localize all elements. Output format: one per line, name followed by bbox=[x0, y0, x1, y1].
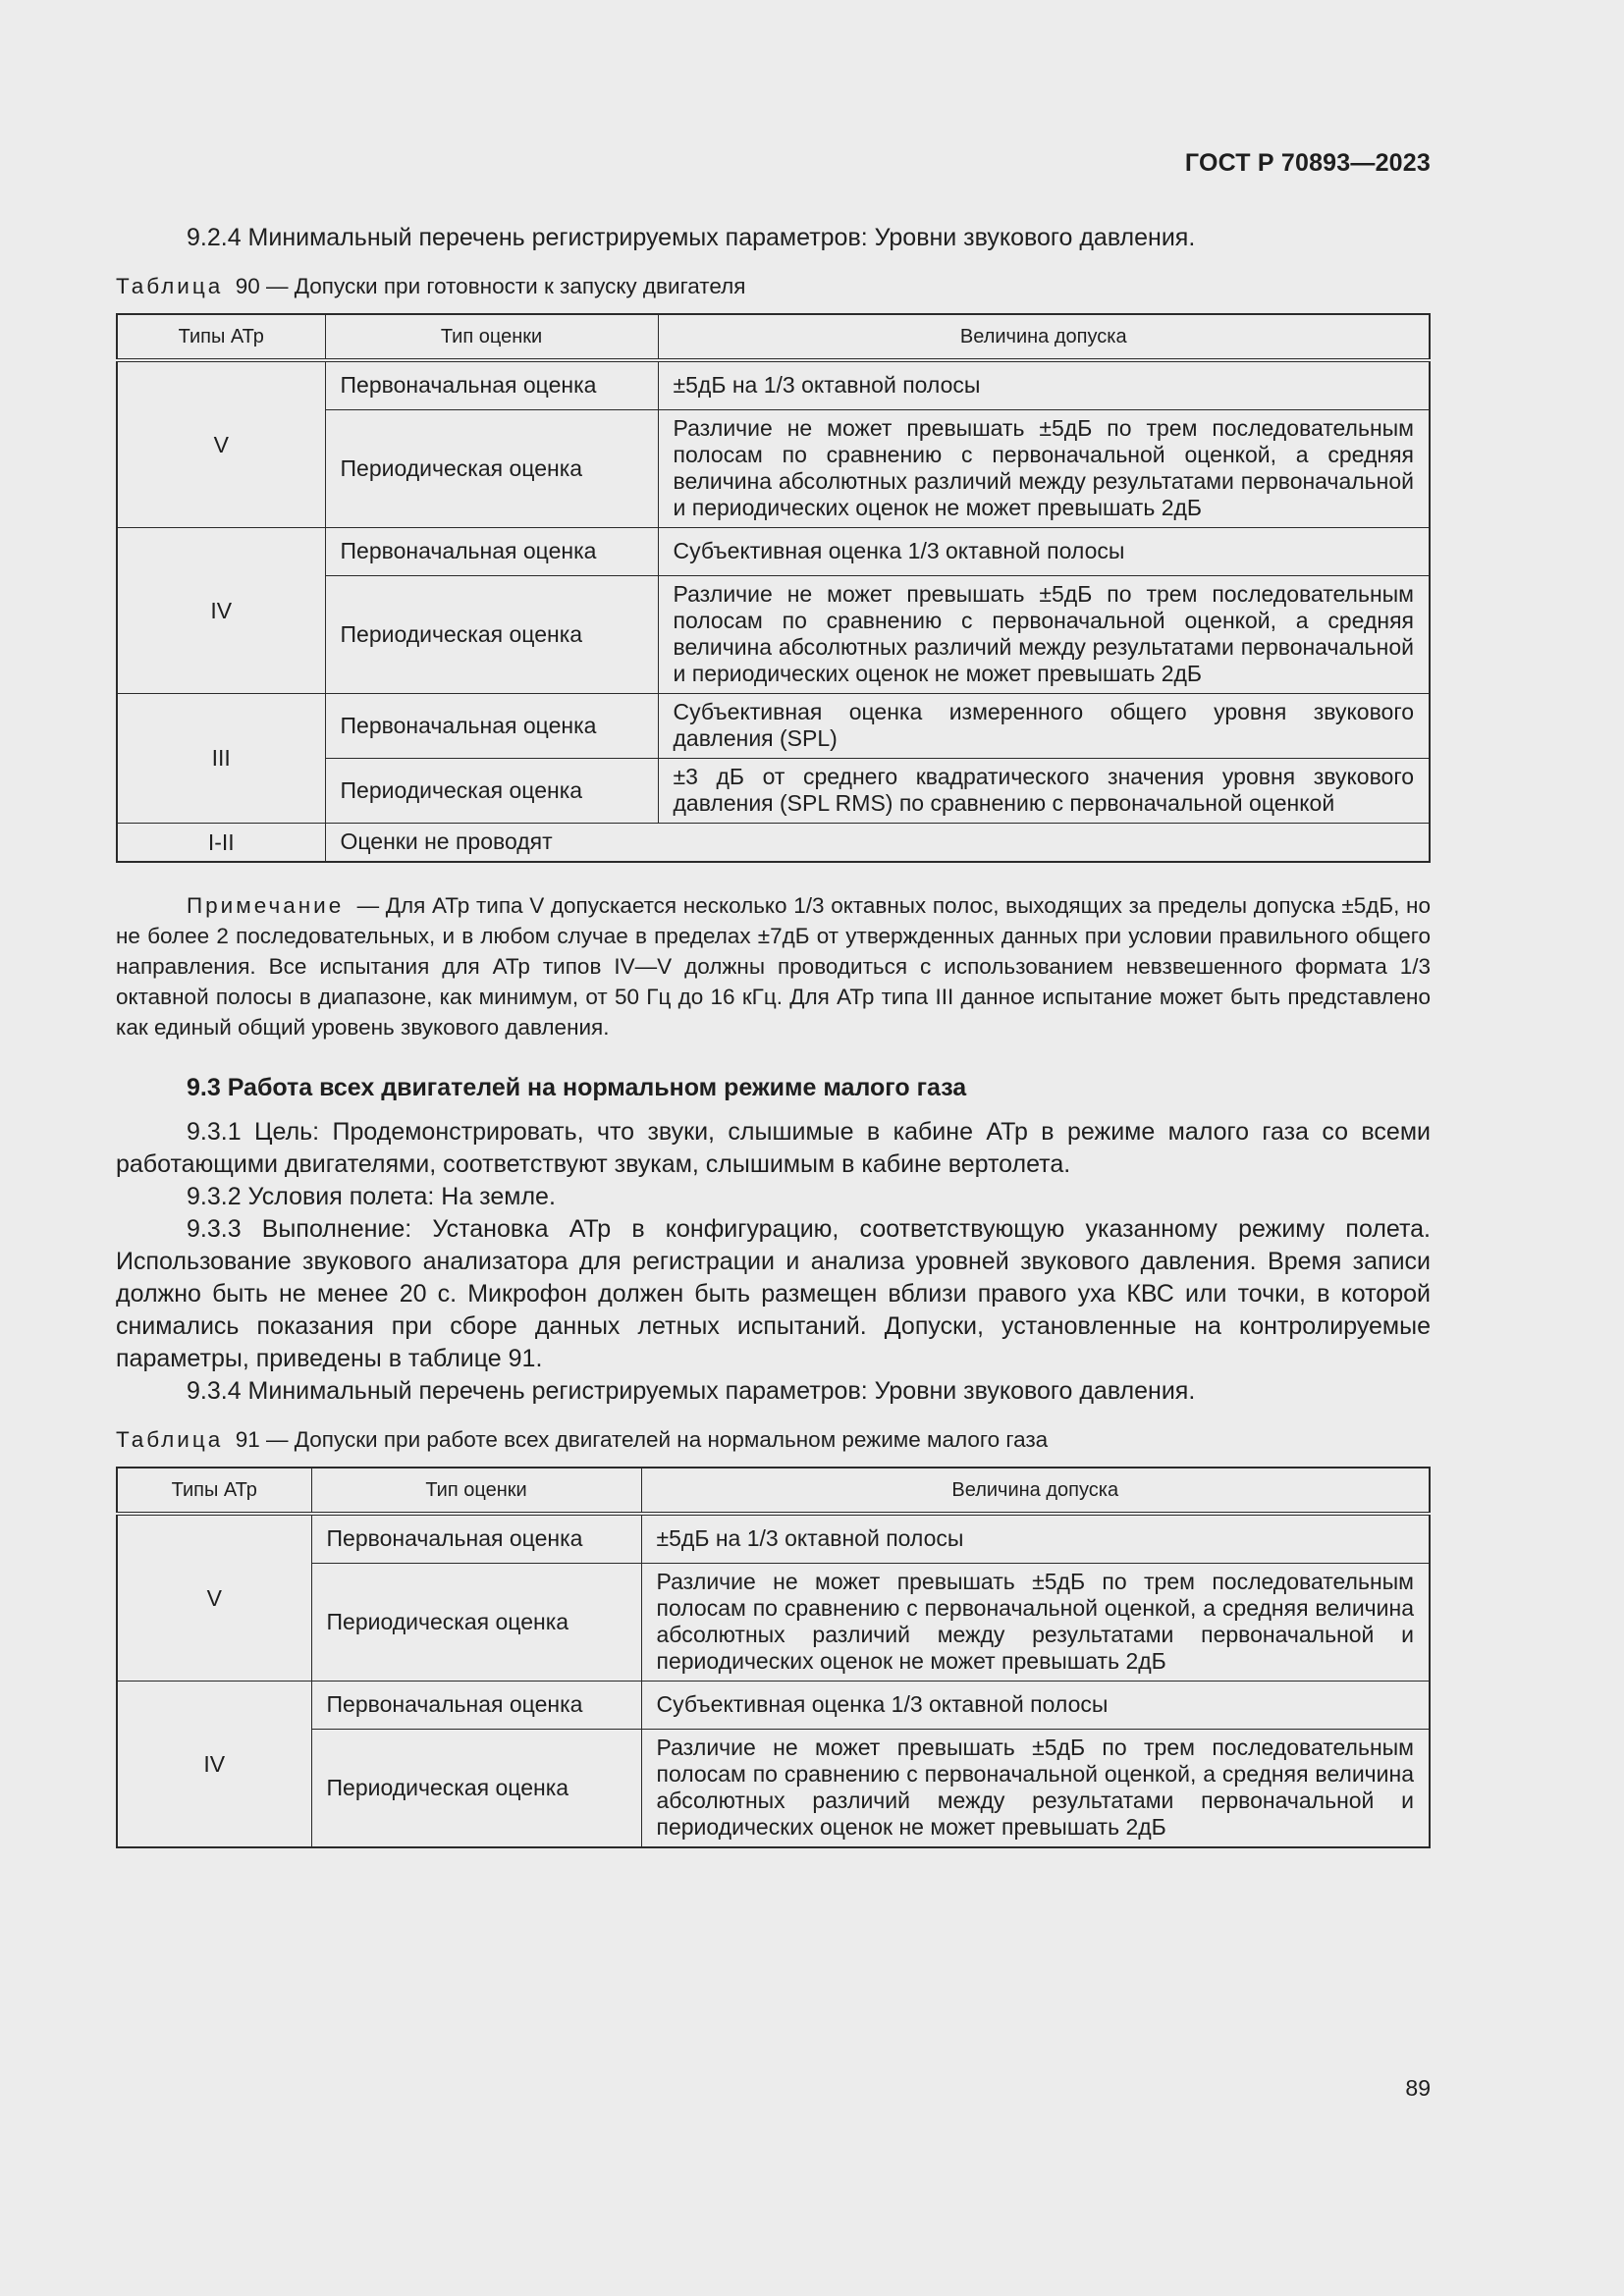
table-row bbox=[117, 694, 1430, 759]
standard-designation: ГОСТ Р 70893—2023 bbox=[1184, 149, 1431, 177]
value-cell: ±5дБ на 1/3 октавной полосы bbox=[641, 1514, 1430, 1564]
kind-cell: Первоначальная оценка bbox=[325, 694, 658, 759]
table-caption-text: 90 — Допуски при готовности к запуску двигателя bbox=[235, 274, 746, 298]
paragraph-9-3-3: 9.3.3 Выполнение: Установка АТр в конфигурацию, соответствующую указанному режиму полета. Использование звукового анализатора для регистрации и анализа уровней звукового давления. Время записи должно быть не менее 20 с. Микрофон должен быть размещен вблизи правого уха КВС или точки, в которой снимались показания при сборе данных летных испытаний. Допуски, установленные на контролируемые параметры, приведены в таблице 91. bbox=[116, 1215, 1431, 1372]
page-number: 89 bbox=[1405, 2075, 1431, 2101]
type-cell: IV bbox=[117, 1682, 311, 1848]
paragraph-9-3-2: 9.3.2 Условия полета: На земле. bbox=[187, 1183, 556, 1210]
paragraph-9-3-4: 9.3.4 Минимальный перечень регистрируемых параметров: Уровни звукового давления. bbox=[187, 1377, 1196, 1405]
header-kind: Тип оценки bbox=[311, 1468, 641, 1514]
table-header-row bbox=[117, 314, 1430, 360]
kind-cell: Первоначальная оценка bbox=[311, 1682, 641, 1730]
no-assessment-cell: Оценки не проводят bbox=[325, 824, 1430, 863]
kind-cell: Периодическая оценка bbox=[311, 1730, 641, 1848]
value-cell: Различие не может превышать ±5дБ по трем последовательным полосам по сравнению с первоначальной оценкой, а средняя величина абсолютных различий между результатами первоначальной и периодических оценок не может превышать 2дБ bbox=[641, 1564, 1430, 1682]
value-cell: ±3 дБ от среднего квадратического значения уровня звукового давления (SPL RMS) по сравнению с первоначальной оценкой bbox=[658, 759, 1430, 824]
table-row bbox=[117, 1514, 1430, 1564]
table-90-caption bbox=[116, 272, 1431, 301]
table-header-row bbox=[117, 1468, 1430, 1514]
note-label: Примечание bbox=[187, 893, 345, 918]
kind-cell: Периодическая оценка bbox=[311, 1564, 641, 1682]
section-9-3-title: 9.3 Работа всех двигателей на нормальном режиме малого газа bbox=[187, 1074, 967, 1101]
type-cell: V bbox=[117, 360, 325, 528]
table-row bbox=[117, 1682, 1430, 1730]
value-cell: Субъективная оценка измеренного общего уровня звукового давления (SPL) bbox=[658, 694, 1430, 759]
note-text: — Для АТр типа V допускается несколько 1/3 октавных полос, выходящих за пределы допуска ±5дБ, но не более 2 последовательных, и в любом случае в пределах ±7дБ от утвержденных данных при условии правильного общего направления. Все испытания для АТр типов IV—V должны проводиться с использованием невзвешенного формата 1/3 октавной полосы в диапазоне, как минимум, от 50 Гц до 16 кГц. Для АТр типа III данное испытание может быть представлено как единый общий уровень звукового давления. bbox=[116, 893, 1431, 1040]
value-cell: Субъективная оценка 1/3 октавной полосы bbox=[641, 1682, 1430, 1730]
value-cell: ±5дБ на 1/3 октавной полосы bbox=[658, 360, 1430, 410]
type-cell: IV bbox=[117, 528, 325, 694]
table-caption-word: Таблица bbox=[116, 1427, 224, 1452]
value-cell: Субъективная оценка 1/3 октавной полосы bbox=[658, 528, 1430, 576]
type-cell: III bbox=[117, 694, 325, 824]
header-types: Типы АТр bbox=[117, 1468, 311, 1514]
header-value: Величина допуска bbox=[641, 1468, 1430, 1514]
header-types: Типы АТр bbox=[117, 314, 325, 360]
header-value: Величина допуска bbox=[658, 314, 1430, 360]
kind-cell: Первоначальная оценка bbox=[325, 360, 658, 410]
table-row bbox=[117, 360, 1430, 410]
type-cell: V bbox=[117, 1514, 311, 1682]
table-caption-word: Таблица bbox=[116, 274, 224, 298]
table-row bbox=[117, 1730, 1430, 1848]
kind-cell: Первоначальная оценка bbox=[311, 1514, 641, 1564]
table-caption-text: 91 — Допуски при работе всех двигателей на нормальном режиме малого газа bbox=[235, 1427, 1049, 1452]
value-cell: Различие не может превышать ±5дБ по трем последовательным полосам по сравнению с первоначальной оценкой, а средняя величина абсолютных различий между результатами первоначальной и периодических оценок не может превышать 2дБ bbox=[658, 410, 1430, 528]
kind-cell: Периодическая оценка bbox=[325, 410, 658, 528]
value-cell: Различие не может превышать ±5дБ по трем последовательным полосам по сравнению с первоначальной оценкой, а средняя величина абсолютных различий между результатами первоначальной и периодических оценок не может превышать 2дБ bbox=[658, 576, 1430, 694]
table-row bbox=[117, 824, 1430, 863]
type-cell: I-II bbox=[117, 824, 325, 863]
table-90-note bbox=[116, 890, 1431, 1042]
paragraph-9-2-4: 9.2.4 Минимальный перечень регистрируемых параметров: Уровни звукового давления. bbox=[187, 224, 1196, 251]
value-cell: Различие не может превышать ±5дБ по трем последовательным полосам по сравнению с первоначальной оценкой, а средняя величина абсолютных различий между результатами первоначальной и периодических оценок не может превышать 2дБ bbox=[641, 1730, 1430, 1848]
table-91-caption bbox=[116, 1425, 1431, 1455]
kind-cell: Периодическая оценка bbox=[325, 759, 658, 824]
table-90 bbox=[116, 313, 1431, 863]
table-row bbox=[117, 1564, 1430, 1682]
header-kind: Тип оценки bbox=[325, 314, 658, 360]
paragraph-9-3-1: 9.3.1 Цель: Продемонстрировать, что звуки, слышимые в кабине АТр в режиме малого газа со всеми работающими двигателями, соответствуют звукам, слышимым в кабине вертолета. bbox=[116, 1118, 1431, 1178]
kind-cell: Первоначальная оценка bbox=[325, 528, 658, 576]
table-row bbox=[117, 528, 1430, 576]
kind-cell: Периодическая оценка bbox=[325, 576, 658, 694]
table-91 bbox=[116, 1467, 1431, 1848]
page-content bbox=[116, 222, 1431, 1848]
